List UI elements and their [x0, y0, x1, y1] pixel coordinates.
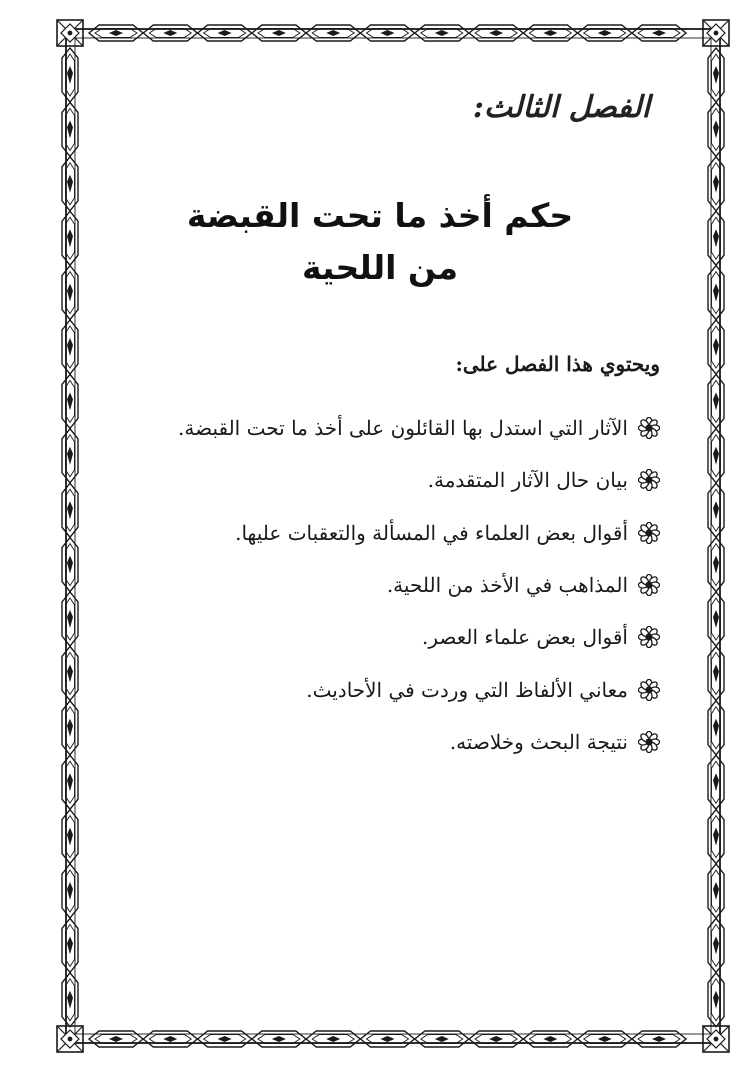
topics-list [178, 402, 660, 768]
list-item [178, 402, 660, 454]
topic-text: معاني الألفاظ التي وردت في الأحاديث. [306, 677, 628, 702]
flower-icon [638, 679, 660, 701]
chapter-title-line-1: حكم أخذ ما تحت القبضة [186, 196, 574, 235]
topic-text: أقوال بعض علماء العصر. [422, 625, 628, 650]
flower-icon [638, 417, 660, 439]
flower-icon [638, 731, 660, 753]
topic-text: أقوال بعض العلماء في المسألة والتعقبات عليها. [235, 520, 628, 545]
list-item [178, 611, 660, 663]
list-item [178, 454, 660, 506]
chapter-title-line-2: من اللحية [301, 248, 459, 287]
chapter-label: الفصل الثالث: [472, 90, 650, 125]
list-item [178, 559, 660, 611]
topic-text: المذاهب في الأخذ من اللحية. [386, 573, 628, 598]
topic-text: الآثار التي استدل بها القائلون على أخذ ما تحت القبضة. [178, 416, 628, 441]
flower-icon [638, 469, 660, 491]
flower-icon [638, 626, 660, 648]
chapter-title [100, 190, 660, 294]
topic-text: نتيجة البحث وخلاصته. [449, 729, 628, 754]
chapter-intro: ويحتوي هذا الفصل على: [455, 352, 660, 376]
list-item [178, 716, 660, 768]
page-content [100, 60, 660, 1020]
flower-icon [638, 574, 660, 596]
list-item [178, 663, 660, 715]
flower-icon [638, 522, 660, 544]
topic-text: بيان حال الآثار المتقدمة. [427, 468, 628, 493]
list-item [178, 507, 660, 559]
